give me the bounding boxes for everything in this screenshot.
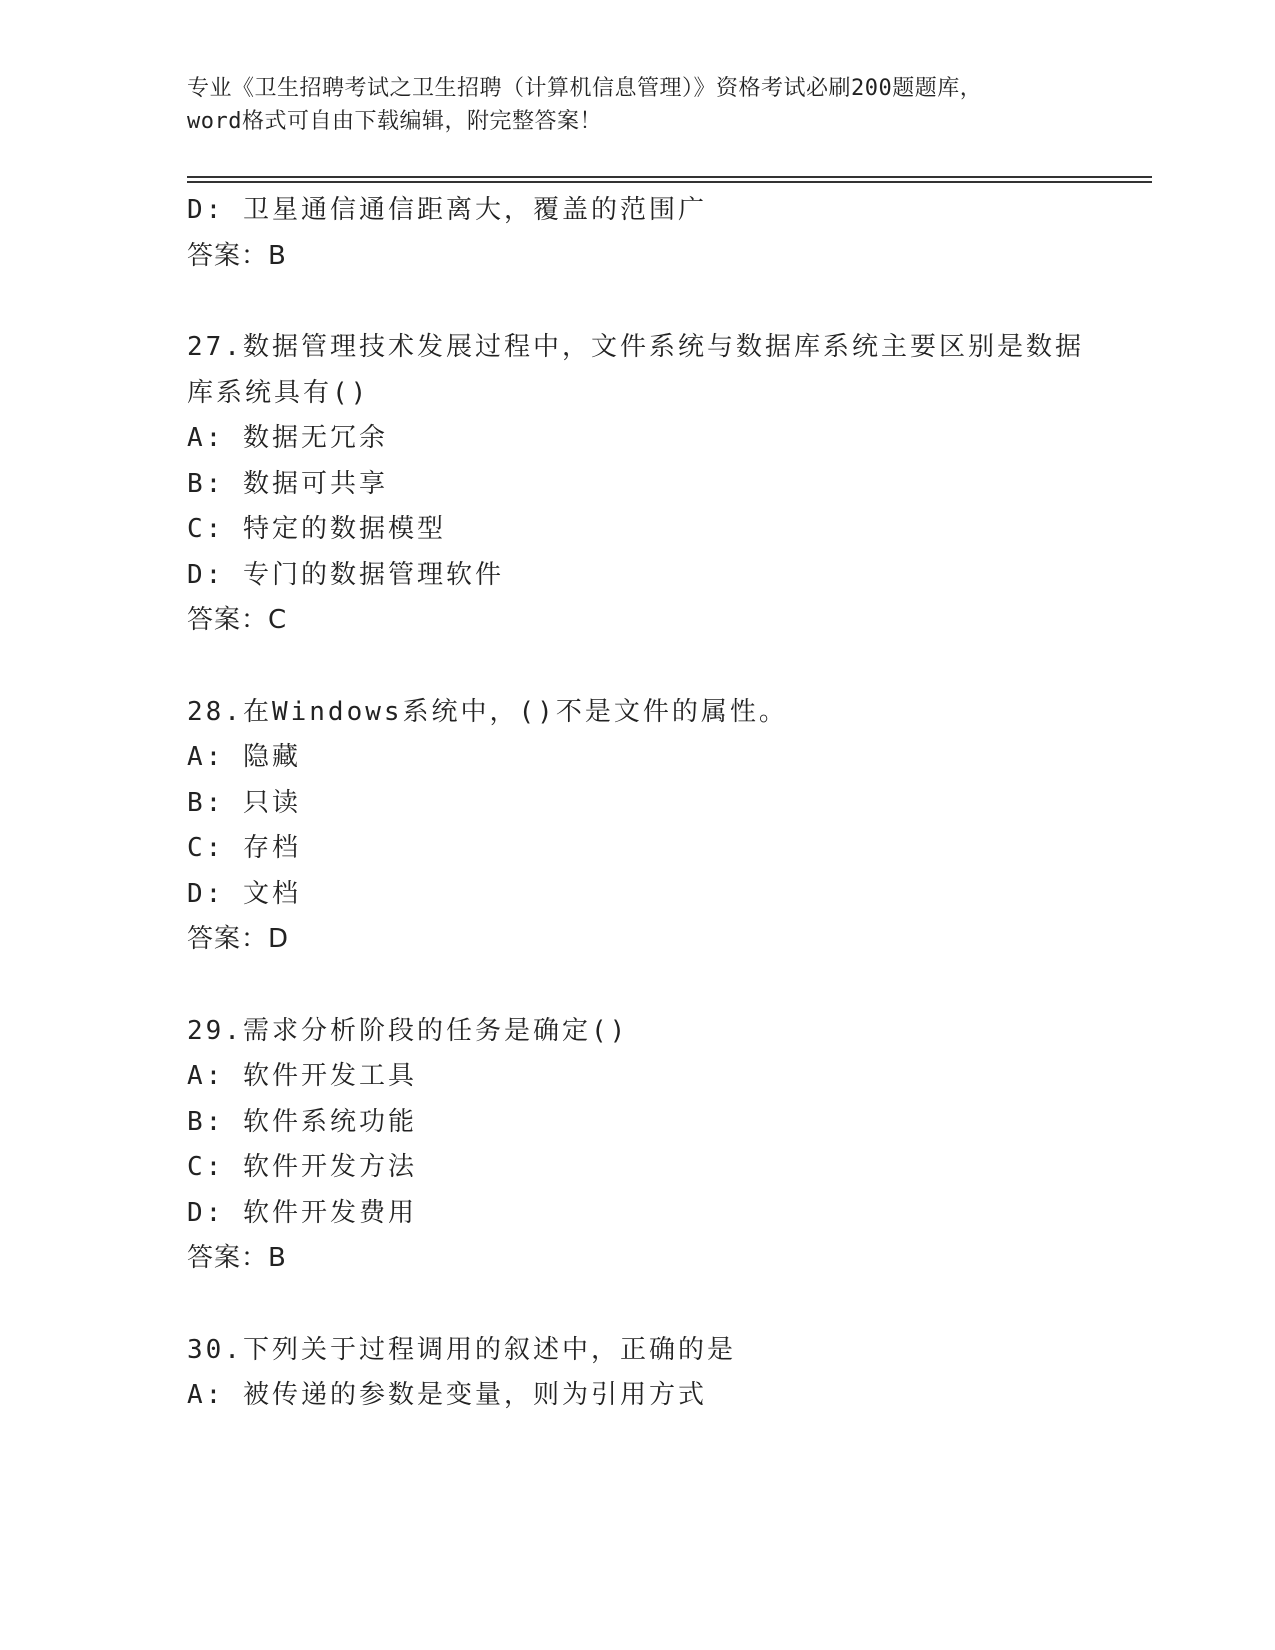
question-28 [187, 690, 1087, 963]
header-divider-top [187, 176, 1152, 178]
question-stem: 30.下列关于过程调用的叙述中，正确的是 [187, 1334, 736, 1365]
option-b: B: 软件系统功能 [187, 1106, 417, 1137]
answer: 答案：C [187, 605, 288, 635]
option-d: D: 卫星通信通信距离大，覆盖的范围广 [187, 195, 707, 225]
header-divider-bottom [187, 181, 1152, 183]
question-27 [187, 325, 1087, 644]
answer: 答案：D [187, 924, 290, 954]
question-list [187, 188, 1087, 1419]
header-line-1: 专业《卫生招聘考试之卫生招聘（计算机信息管理）》资格考试必刷200题题库， [187, 76, 983, 101]
answer: 答案：B [187, 1243, 287, 1273]
header-line-2: word格式可自由下载编辑，附完整答案！ [187, 109, 602, 134]
question-29 [187, 1009, 1087, 1282]
option-a: A: 软件开发工具 [187, 1061, 417, 1091]
option-d: D: 软件开发费用 [187, 1197, 417, 1228]
option-b: B: 数据可共享 [187, 468, 388, 499]
option-a: A: 隐藏 [187, 742, 301, 772]
spacer [187, 963, 1087, 1009]
question-stem-continued: 库系统具有() [187, 377, 370, 408]
option-c: C: 软件开发方法 [187, 1152, 417, 1182]
spacer [187, 644, 1087, 690]
option-c: C: 特定的数据模型 [187, 514, 446, 544]
option-a: A: 数据无冗余 [187, 423, 388, 453]
option-d: D: 文档 [187, 878, 301, 909]
option-d: D: 专门的数据管理软件 [187, 559, 504, 590]
answer: 答案：B [187, 240, 287, 271]
question-stem: 27.数据管理技术发展过程中，文件系统与数据库系统主要区别是数据 [187, 332, 1084, 362]
spacer [187, 279, 1087, 325]
question-26 [187, 188, 1087, 279]
spacer [187, 1282, 1087, 1328]
question-stem: 29.需求分析阶段的任务是确定() [187, 1015, 629, 1046]
option-b: B: 只读 [187, 787, 301, 818]
question-stem: 28.在Windows系统中，()不是文件的属性。 [187, 696, 788, 727]
option-c: C: 存档 [187, 833, 301, 863]
document-header [187, 72, 1087, 138]
question-30 [187, 1328, 1087, 1419]
option-a: A: 被传递的参数是变量，则为引用方式 [187, 1380, 707, 1410]
